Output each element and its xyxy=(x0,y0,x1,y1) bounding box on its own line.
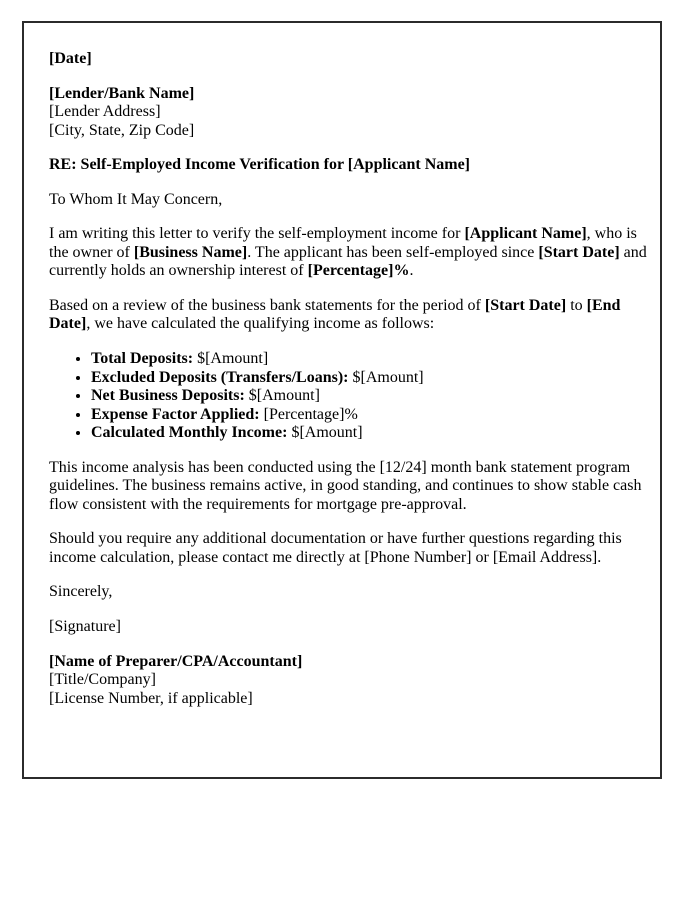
placeholder-bold-text: [Date] xyxy=(49,50,92,67)
letter-text: This income analysis has been conducted using the [12/24] month bank statement program guidelines. The business remains active, in good standing, and continues to show stable cash flow consistent with the requirements for mortgage pre-approval. xyxy=(49,458,642,513)
list-item xyxy=(91,406,648,425)
letter-text: I am writing this letter to verify the self-employment income for xyxy=(49,225,465,243)
letter-text: Based on a review of the business bank statements for the period of xyxy=(49,296,485,314)
letter-text: . The applicant has been self-employed since xyxy=(247,243,539,261)
letter-text: and currently holds an ownership interest of xyxy=(49,243,647,280)
letter-text: , who is the owner of xyxy=(49,225,637,261)
placeholder-bold-text: Expense Factor Applied: xyxy=(91,405,260,423)
letter-text: [Title/Company] xyxy=(49,671,156,689)
closing xyxy=(49,583,648,602)
analysis-paragraph xyxy=(49,459,648,515)
list-item xyxy=(91,350,648,369)
letter-text: . xyxy=(409,262,414,280)
letter-body xyxy=(49,50,648,708)
letter-page xyxy=(22,21,662,779)
placeholder-bold-text: RE: Self-Employed Income Verification for [Applicant Name] xyxy=(49,156,470,174)
placeholder-bold-text: Net Business Deposits: xyxy=(91,387,245,405)
letter-text: [License Number, if applicable] xyxy=(49,689,253,707)
income-calculation-list xyxy=(49,350,648,443)
placeholder-bold-text: [Start Date] xyxy=(484,296,567,314)
letter-text: Should you require any additional documentation or have further questions regarding this income calculation, please contact me directly at [Phone Number] or [Email Address]. xyxy=(49,530,622,566)
contact-paragraph xyxy=(49,530,648,567)
list-item xyxy=(91,387,648,406)
placeholder-bold-text: Calculated Monthly Income: xyxy=(91,424,288,442)
placeholder-bold-text: [Lender/Bank Name] xyxy=(49,84,195,102)
lender-address-block xyxy=(49,85,648,141)
signature-placeholder xyxy=(49,618,648,637)
letter-text: [Percentage]% xyxy=(259,405,358,423)
letter-text: Sincerely, xyxy=(49,583,113,601)
letter-text: $[Amount] xyxy=(193,350,269,368)
date-line xyxy=(49,50,648,69)
letter-text: $[Amount] xyxy=(348,368,424,386)
placeholder-bold-text: [Start Date] xyxy=(538,243,620,261)
preparer-block xyxy=(49,653,648,709)
letter-text: [Lender Address] xyxy=(49,103,161,121)
letter-text: $[Amount] xyxy=(287,424,363,442)
list-item xyxy=(91,424,648,443)
calculation-intro-paragraph xyxy=(49,297,648,334)
placeholder-bold-text: [Percentage]% xyxy=(307,262,410,280)
letter-text: , we have calculated the qualifying income as follows: xyxy=(86,315,435,333)
placeholder-bold-text: Excluded Deposits (Transfers/Loans): xyxy=(91,368,349,386)
placeholder-bold-text: [End Date] xyxy=(49,296,621,333)
placeholder-bold-text: [Applicant Name] xyxy=(464,225,587,243)
subject-line xyxy=(49,156,648,175)
letter-text: to xyxy=(566,296,587,314)
letter-text: To Whom It May Concern, xyxy=(49,190,223,208)
placeholder-bold-text: [Name of Preparer/CPA/Accountant] xyxy=(49,652,303,670)
placeholder-bold-text: Total Deposits: xyxy=(91,350,194,368)
letter-text: $[Amount] xyxy=(244,387,320,405)
placeholder-bold-text: [Business Name] xyxy=(133,243,248,261)
list-item xyxy=(91,369,648,388)
intro-paragraph xyxy=(49,225,648,281)
letter-text: [City, State, Zip Code] xyxy=(49,121,195,139)
salutation xyxy=(49,191,648,210)
letter-text: [Signature] xyxy=(49,618,121,636)
